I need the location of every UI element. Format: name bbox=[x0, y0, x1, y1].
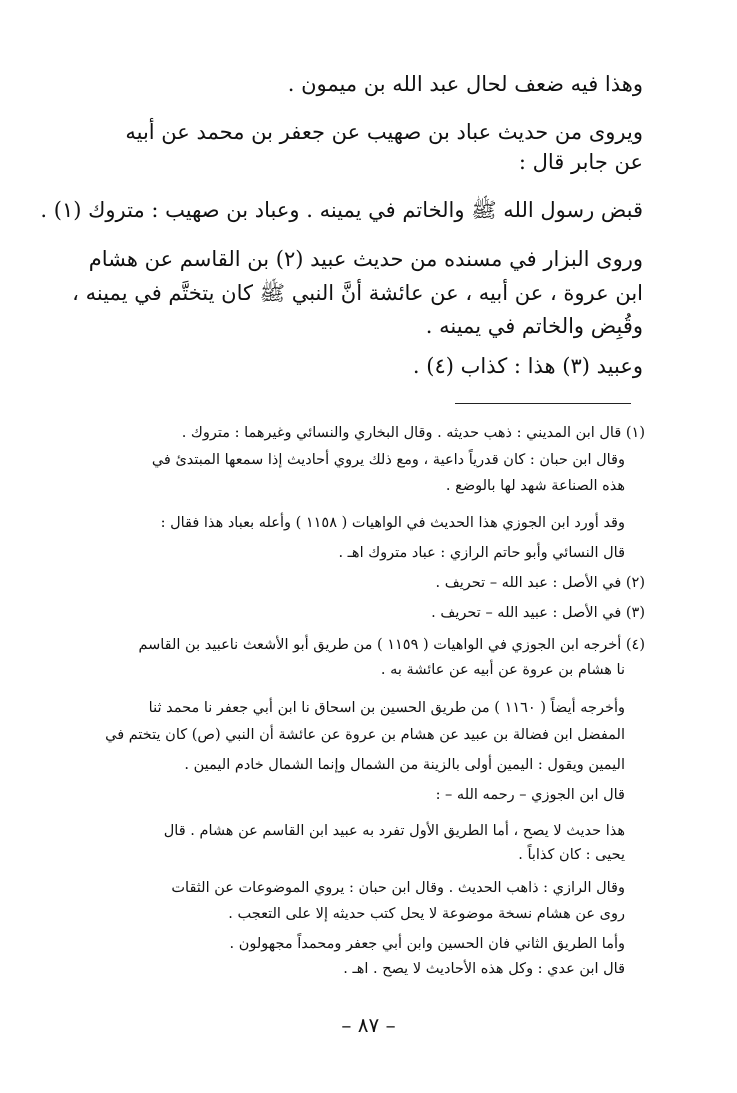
main-line-2: ويروى من حديث عباد بن صهيب عن جعفر بن محمد عن أبيه bbox=[125, 120, 643, 144]
footnote-line-13: قال ابن الجوزي – رحمه الله – : bbox=[435, 787, 625, 803]
footnote-line-8: (٤) أخرجه ابن الجوزي في الواهيات ( ١١٥٩ ) من طريق أبو الأشعث ناعبيد بن القاسم bbox=[138, 637, 645, 653]
footnote-line-10: وأخرجه أيضاً ( ١١٦٠ ) من طريق الحسين بن اسحاق نا ابن أبي جعفر نا محمد ثنا bbox=[148, 700, 625, 716]
footnote-line-14: هذا حديث لا يصح ، أما الطريق الأول تفرد به عبيد ابن القاسم عن هشام . قال bbox=[163, 823, 625, 839]
footnote-line-11: المفضل ابن فضالة بن عبيد عن هشام بن عروة عن عائشة أن النبي (ص) كان يتختم في bbox=[105, 727, 625, 743]
main-line-1: وهذا فيه ضعف لحال عبد الله بن ميمون . bbox=[287, 72, 643, 96]
footnote-line-3: هذه الصناعة شهد لها بالوضع . bbox=[445, 478, 625, 494]
footnote-line-4: وقد أورد ابن الجوزي هذا الحديث في الواهيات ( ١١٥٨ ) وأعله بعباد هذا فقال : bbox=[160, 515, 625, 531]
main-line-6: ابن عروة ، عن أبيه ، عن عائشة أنَّ النبي ﷺ كان يتختَّم في يمينه ، bbox=[72, 281, 643, 305]
main-line-8: وعبيد (٣) هذا : كذاب (٤) . bbox=[412, 354, 643, 378]
main-line-3: عن جابر قال : bbox=[518, 150, 643, 174]
footnote-line-18: وأما الطريق الثاني فان الحسين وابن أبي جعفر ومحمداً مجهولون . bbox=[229, 936, 625, 952]
main-line-4: قبض رسول الله ﷺ والخاتم في يمينه . وعباد بن صهيب : متروك (١) . bbox=[40, 198, 643, 222]
footnote-line-17: روى عن هشام نسخة موضوعة لا يحل كتب حديثه إلا على التعجب . bbox=[228, 906, 625, 922]
footnote-line-5: قال النسائي وأبو حاتم الرازي : عباد متروك اهـ . bbox=[338, 545, 625, 561]
main-line-7: وقُبِض والخاتم في يمينه . bbox=[425, 314, 643, 338]
footnote-line-6: (٢) في الأصل : عبد الله – تحريف . bbox=[435, 575, 645, 591]
footnote-line-9: نا هشام بن عروة عن أبيه عن عائشة به . bbox=[380, 662, 625, 678]
footnote-line-2: وقال ابن حبان : كان قدرياً داعية ، ومع ذلك يروي أحاديث إذا سمعها المبتدئ في bbox=[151, 452, 625, 468]
footnote-line-16: وقال الرازي : ذاهب الحديث . وقال ابن حبان : يروي الموضوعات عن الثقات bbox=[171, 880, 625, 896]
footnote-line-15: يحيى : كان كذاباً . bbox=[518, 847, 625, 863]
main-line-5: وروى البزار في مسنده من حديث عبيد (٢) بن القاسم عن هشام bbox=[88, 247, 643, 271]
footnote-line-1: (١) قال ابن المديني : ذهب حديثه . وقال البخاري والنسائي وغيرهما : متروك . bbox=[181, 425, 645, 441]
page-number: – ٨٧ – bbox=[341, 1013, 396, 1037]
footnote-line-19: قال ابن عدي : وكل هذه الأحاديث لا يصح . اهـ . bbox=[343, 961, 625, 977]
footnote-line-7: (٣) في الأصل : عبيد الله – تحريف . bbox=[431, 605, 645, 621]
footnote-line-12: اليمين ويقول : اليمين أولى بالزينة من الشمال وإنما الشمال خادم اليمين . bbox=[184, 757, 625, 773]
footnote-separator bbox=[455, 403, 631, 404]
